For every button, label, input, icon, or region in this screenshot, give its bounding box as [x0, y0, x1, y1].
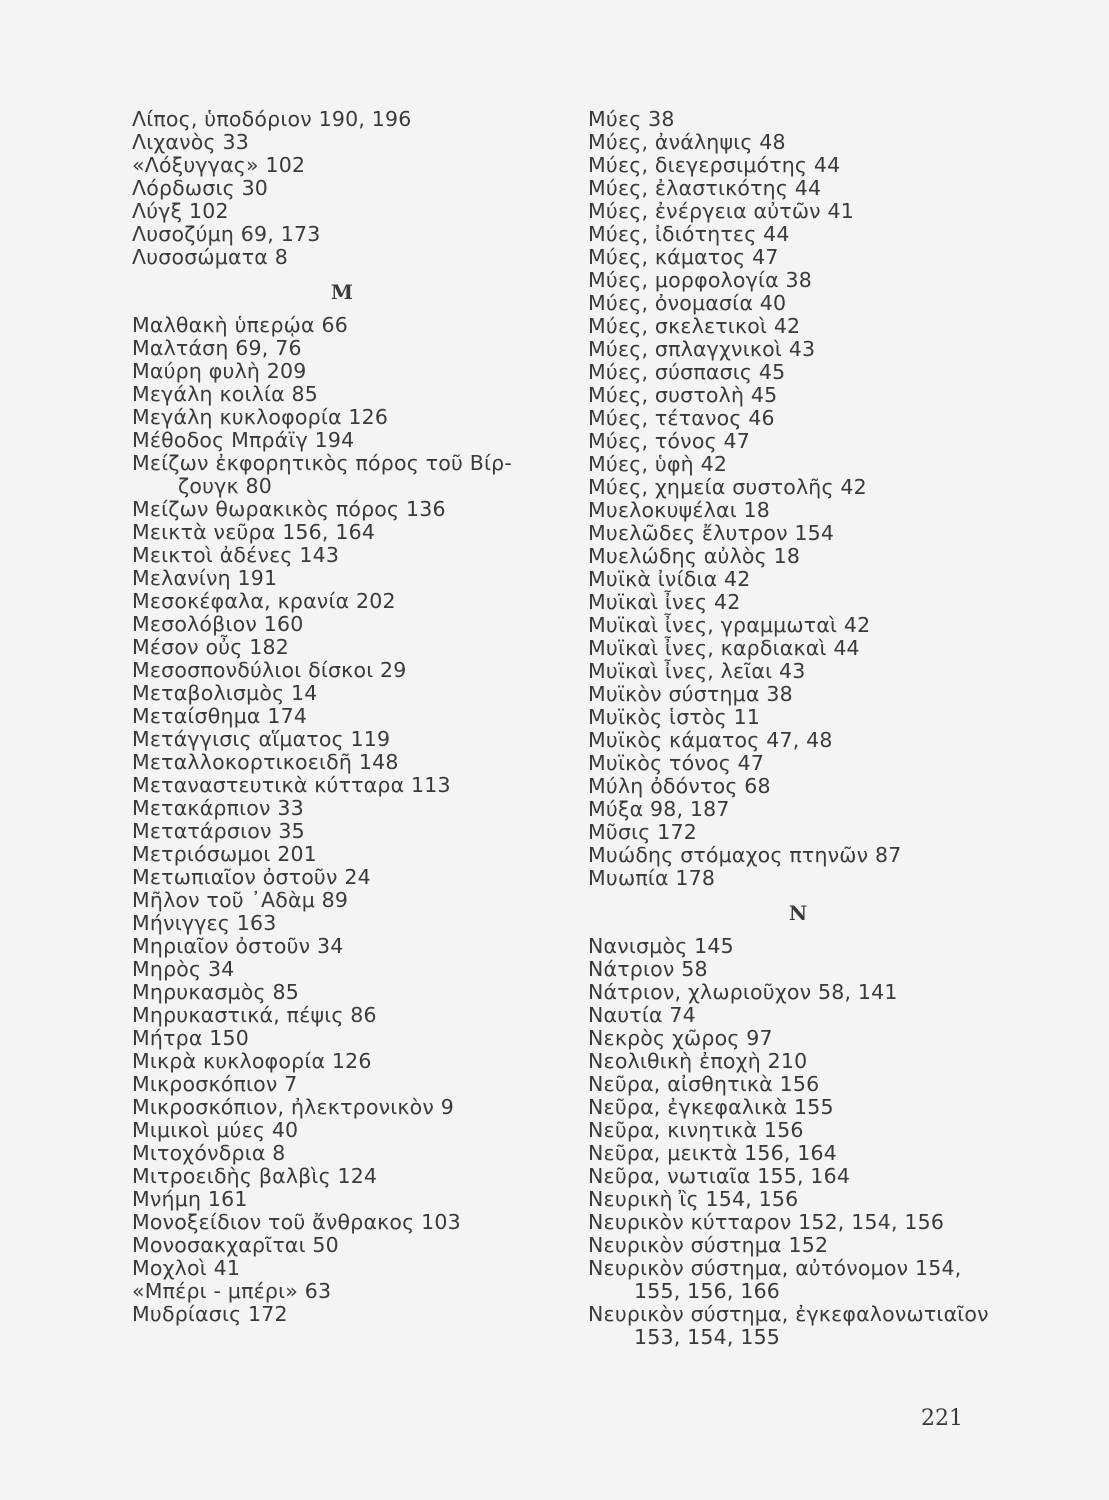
index-entry: Μύες, ἀνάληψις 48 — [588, 130, 786, 154]
index-entry: Μηριαῖον ὀστοῦν 34 — [132, 934, 344, 958]
index-entry: Μεσοκέφαλα, κρανία 202 — [132, 589, 396, 613]
index-entry: Μύες, σύσπασις 45 — [588, 360, 786, 384]
index-entry: Μυδρίασις 172 — [132, 1302, 288, 1326]
index-entry: Μύες, τέτανος 46 — [588, 406, 775, 430]
index-entry: Μύλη ὀδόντος 68 — [588, 774, 771, 798]
index-entry: Νεῦρα, ἐγκεφαλικὰ 155 — [588, 1095, 834, 1119]
index-entry: Ναυτία 74 — [588, 1003, 696, 1027]
index-entry — [132, 452, 552, 498]
index-entry: Μηρυκαστικά, πέψις 86 — [132, 1003, 377, 1027]
index-entry: Λίπος, ὑποδόριον 190, 196 — [132, 107, 412, 131]
index-entry: Μῦσις 172 — [588, 820, 697, 844]
entry-group-m2 — [132, 498, 552, 1326]
section-letter-m: Μ — [330, 280, 354, 304]
index-entry: Μετωπιαῖον ὀστοῦν 24 — [132, 865, 371, 889]
index-entry: Νεῦρα, νωτιαῖα 155, 164 — [588, 1164, 851, 1188]
index-entry: Μυϊκὸς κάματος 47, 48 — [588, 728, 833, 752]
index-entry: Μηρὸς 34 — [132, 957, 235, 981]
entry-continuation: 153, 154, 155 — [634, 1325, 781, 1349]
right-column — [588, 108, 1008, 1349]
index-entry: Μεταναστευτικὰ κύτταρα 113 — [132, 773, 451, 797]
index-entry: Μύες, μορφολογία 38 — [588, 268, 813, 292]
index-entry: «Μπέρι - μπέρι» 63 — [132, 1279, 332, 1303]
index-entry: Μνήμη 161 — [132, 1187, 248, 1211]
entry-first-line: Μείζων ἐκφορητικὸς πόρος τοῦ Βίρ- — [132, 451, 512, 475]
index-entry: Μικροσκόπιον, ἠλεκτρονικὸν 9 — [132, 1095, 454, 1119]
index-entry: Μυϊκὸν σύστημα 38 — [588, 682, 793, 706]
index-entry: Μυώδης στόμαχος πτηνῶν 87 — [588, 843, 902, 867]
index-entry: Μονοξείδιον τοῦ ἄνθρακος 103 — [132, 1210, 461, 1234]
index-entry: Μύξα 98, 187 — [588, 797, 730, 821]
index-entry: Νεολιθικὴ ἐποχὴ 210 — [588, 1049, 808, 1073]
index-entry: Μελανίνη 191 — [132, 566, 278, 590]
index-entry: «Λόξυγγας» 102 — [132, 153, 306, 177]
index-entry: Μύες, ὀνομασία 40 — [588, 291, 787, 315]
index-entry: Μυϊκὸς τόνος 47 — [588, 751, 765, 775]
index-entry: Μυελοκυψέλαι 18 — [588, 498, 771, 522]
index-entry: Νάτριον, χλωριοῦχον 58, 141 — [588, 980, 898, 1004]
index-entry: Νευρικὸν κύτταρον 152, 154, 156 — [588, 1210, 945, 1234]
index-entry: Μέσον οὖς 182 — [132, 635, 289, 659]
index-entry: Νεῦρα, μεικτὰ 156, 164 — [588, 1141, 838, 1165]
index-entry: Μεταίσθημα 174 — [132, 704, 308, 728]
index-entry: Νευρικὴ ἲς 154, 156 — [588, 1187, 799, 1211]
index-entry: Μιμικοὶ μύες 40 — [132, 1118, 299, 1142]
entry-continuation: 155, 156, 166 — [634, 1279, 781, 1303]
entry-continuation: ζουγκ 80 — [178, 474, 272, 498]
index-entry: Μήτρα 150 — [132, 1026, 249, 1050]
index-entry: Μῆλον τοῦ ᾿Αδὰμ 89 — [132, 888, 349, 912]
index-entry — [588, 1257, 1008, 1303]
index-entry: Μύες, σκελετικοὶ 42 — [588, 314, 801, 338]
entry-first-line: Νευρικὸν σύστημα, αὐτόνομον 154, — [588, 1256, 962, 1280]
index-entry: Μυελῶδες ἔλυτρον 154 — [588, 521, 835, 545]
index-entry: Μεσοσπονδύλιοι δίσκοι 29 — [132, 658, 407, 682]
index-entry: Μήνιγγες 163 — [132, 911, 277, 935]
index-entry: Λύγξ 102 — [132, 199, 229, 223]
page-number: 221 — [921, 1406, 963, 1431]
index-entry: Μύες, ἐλαστικότης 44 — [588, 176, 822, 200]
index-entry: Μύες, ἐνέργεια αὐτῶν 41 — [588, 199, 855, 223]
index-entry: Νεῦρα, κινητικὰ 156 — [588, 1118, 804, 1142]
index-entry: Μυϊκαὶ ἶνες, λεῖαι 43 — [588, 659, 806, 683]
index-entry: Μύες, ἰδιότητες 44 — [588, 222, 790, 246]
entry-first-line: Νευρικὸν σύστημα, ἐγκεφαλονωτιαῖον — [588, 1302, 989, 1326]
index-entry: Μύες, τόνος 47 — [588, 429, 751, 453]
index-entry: Μυελώδης αὐλὸς 18 — [588, 544, 801, 568]
index-entry: Λιχανὸς 33 — [132, 130, 249, 154]
index-entry: Μεικτὰ νεῦρα 156, 164 — [132, 520, 376, 544]
index-entry: Μεταλλοκορτικοειδῆ 148 — [132, 750, 399, 774]
index-entry: Μεικτοὶ ἀδένες 143 — [132, 543, 340, 567]
index-entry: Μηρυκασμὸς 85 — [132, 980, 299, 1004]
entry-group-my — [588, 108, 1008, 890]
index-entry: Μείζων θωρακικὸς πόρος 136 — [132, 497, 446, 521]
index-entry: Μύες, ὑφὴ 42 — [588, 452, 728, 476]
index-entry: Νάτριον 58 — [588, 957, 708, 981]
index-entry: Νευρικὸν σύστημα 152 — [588, 1233, 829, 1257]
index-entry: Νεκρὸς χῶρος 97 — [588, 1026, 773, 1050]
index-entry: Λόρδωσις 30 — [132, 176, 269, 200]
index-entry: Μεγάλη κυκλοφορία 126 — [132, 405, 389, 429]
index-entry: Μυϊκαὶ ἶνες, γραμμωταὶ 42 — [588, 613, 871, 637]
index-entry: Μυωπία 178 — [588, 866, 716, 890]
index-entry: Μύες, κάματος 47 — [588, 245, 779, 269]
index-entry: Λυσοσώματα 8 — [132, 245, 288, 269]
index-entry: Μυϊκὰ ἰνίδια 42 — [588, 567, 751, 591]
index-entry: Νεῦρα, αἰσθητικὰ 156 — [588, 1072, 820, 1096]
entry-group-l — [132, 108, 552, 269]
index-entry: Μύες, χημεία συστολῆς 42 — [588, 475, 867, 499]
index-entry: Μικρὰ κυκλοφορία 126 — [132, 1049, 372, 1073]
index-entry: Μυϊκὸς ἱστὸς 11 — [588, 705, 761, 729]
index-entry: Μεσολόβιον 160 — [132, 612, 304, 636]
section-letter-n: Ν — [788, 901, 808, 925]
index-entry — [588, 1303, 1008, 1349]
index-entry: Μεγάλη κοιλία 85 — [132, 382, 318, 406]
entry-group-n — [588, 935, 1008, 1257]
index-entry: Λυσοζύμη 69, 173 — [132, 222, 321, 246]
index-entry: Μύες 38 — [588, 107, 675, 131]
index-entry: Μαλτάση 69, 76 — [132, 336, 302, 360]
index-entry: Μεταβολισμὸς 14 — [132, 681, 318, 705]
index-entry: Μυϊκαὶ ἶνες, καρδιακαὶ 44 — [588, 636, 860, 660]
entry-group-m1 — [132, 314, 552, 452]
index-entry: Μετάγγισις αἵματος 119 — [132, 727, 391, 751]
index-entry: Μύες, συστολὴ 45 — [588, 383, 778, 407]
index-entry: Μύες, σπλαγχνικοὶ 43 — [588, 337, 816, 361]
index-entry: Μαύρη φυλὴ 209 — [132, 359, 307, 383]
index-entry: Μέθοδος Μπράϊγ 194 — [132, 428, 355, 452]
index-entry: Μετριόσωμοι 201 — [132, 842, 317, 866]
index-entry: Μαλθακὴ ὑπερῴα 66 — [132, 313, 348, 337]
index-entry: Νανισμὸς 145 — [588, 934, 734, 958]
index-entry: Μετακάρπιον 33 — [132, 796, 304, 820]
index-entry: Μυϊκαὶ ἶνες 42 — [588, 590, 741, 614]
index-entry: Μονοσακχαρῖται 50 — [132, 1233, 339, 1257]
index-entry: Μοχλοὶ 41 — [132, 1256, 241, 1280]
index-entry: Μύες, διεγερσιμότης 44 — [588, 153, 841, 177]
index-entry: Μιτοχόνδρια 8 — [132, 1141, 286, 1165]
index-entry: Μιτροειδὴς βαλβὶς 124 — [132, 1164, 378, 1188]
index-entry: Μικροσκόπιον 7 — [132, 1072, 298, 1096]
left-column — [132, 108, 552, 1326]
index-entry: Μετατάρσιον 35 — [132, 819, 305, 843]
